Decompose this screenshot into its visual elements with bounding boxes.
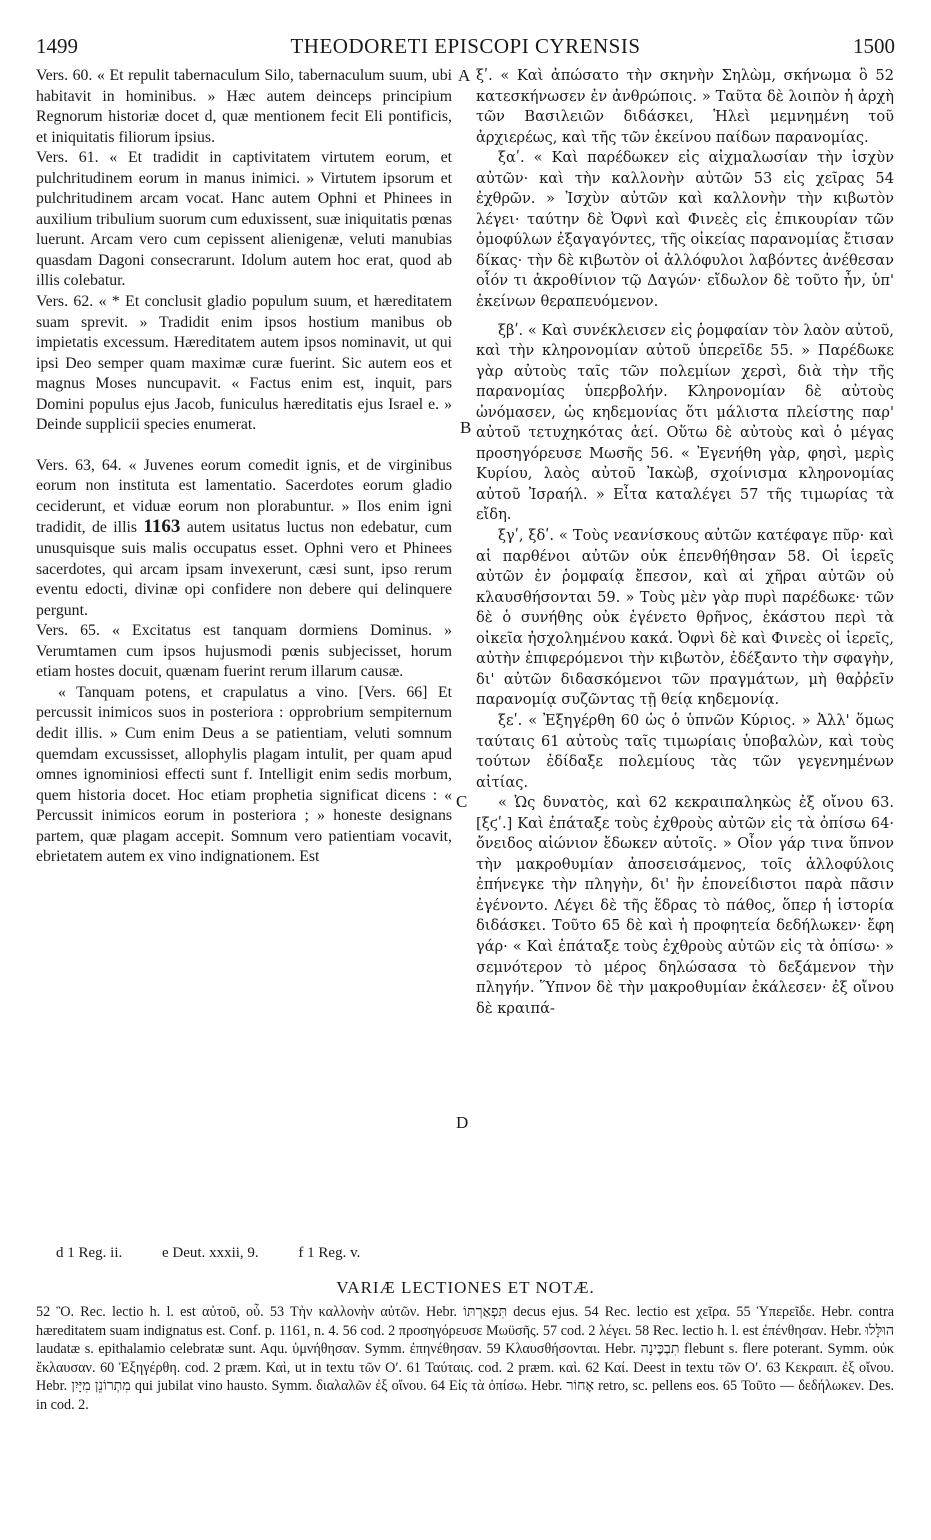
greek-column bbox=[476, 66, 894, 1019]
column-number: 1163 bbox=[143, 516, 181, 538]
running-title: THEODORETI EPISCOPI CYRENSIS bbox=[290, 34, 641, 58]
running-header bbox=[36, 34, 895, 64]
greek-verse-63-64: ξγʹ, ξδʹ. « Τοὺς νεανίσκους αὐτῶν κατέφαγε πῦρ· καὶ αἱ παρθένοι αὐτῶν οὐκ ἐπενθήθησαν 58. Οἱ ἱερεῖς αὐτῶν ἐν ῥομφαίᾳ ἔπεσον, καὶ αἱ χῆραι αὐτῶν οὐ κλαυσθήσονται 59. » Τοὺς μὲν γὰρ πυρὶ παρέδωκε· τῶν δὲ ὁ συνήθης οὐκ ἐγένετο θρῆνος, ἑκάστου περὶ τὰ οἰκεῖα ἠσχολημένου κακά. Ὀφνὶ δὲ καὶ Φινεὲς οἱ ἱερεῖς, αὐτὴν ἐπιφερόμενοι τὴν κιβωτὸν, ἐδέξαντο τὴν σφαγὴν, δι' αὐτῶν διδασκόμενοι τῶν πραγμάτων, μὴ θαῤῥεῖν παρανομίᾳ συζῶντας τῇ θείᾳ κηδεμονίᾳ. bbox=[476, 527, 894, 709]
latin-column bbox=[36, 66, 452, 868]
latin-verse-63-64-part2: autem usitatus luctus non edebatur, cum unusquisque suis malis occupatus esset. Ophni vero et Phinees sacerdotes, qui arcam ipsam invexerunt, cæsi sunt, ipso rerum eventu edocti, divinæ opi confidere non debere qui delinquere pergunt. bbox=[36, 519, 452, 619]
variae-lectiones-title: VARIÆ LECTIONES ET NOTÆ. bbox=[336, 1278, 595, 1297]
variae-lectiones-notes bbox=[36, 1303, 894, 1415]
latin-verse-62: Vers. 62. « * Et conclusit gladio populum suum, et hæreditatem suam sprevit. » Tradidit enim ipsos hostium manibus ob impietatis excessum. Hæreditatem autem ipsos nominavit, ut qui ipsi Deo semper quam maximæ curæ fuerint. Sic autem eos et magnus Moses nuncupavit. « Factus enim est, inquit, pars Domini populus ejus Jacob, funiculus hæreditatis ejus Israel e. » Deinde supplicii species enumerat. bbox=[36, 293, 452, 434]
greek-verse-62: ξβʹ. « Καὶ συνέκλεισεν εἰς ῥομφαίαν τὸν λαὸν αὐτοῦ, καὶ τὴν κληρονομίαν αὐτοῦ ὑπερεῖδε 55. » Παρέδωκε γὰρ αὐτοὺς ταῖς τῶν πολεμίων χερσὶ, διὰ τὴν τῆς παρανομίας ὑπερβολήν. Κληρονομίαν δὲ αὐτοὺς ὠνόμασεν, ὡς κηδεμονίας ὅτι μάλιστα πλείστης παρ' αὐτοῦ τετυχηκότας ἀεί. Οὕτω δὲ αὐτοὺς καὶ ὁ μέγας προσηγόρευσε Μωσῆς 56. « Ἐγενήθη γὰρ, φησὶ, μερὶς Κυρίου, λαὸς αὐτοῦ Ἰακὼβ, σχοίνισμα κληρονομίας αὐτοῦ Ἰσραήλ. » Εἶτα καταλέγει 57 τῆς τιμωρίας τὰ εἴδη. bbox=[476, 321, 894, 524]
page-number-left: 1499 bbox=[36, 34, 78, 58]
variae-lectiones-text: 52 Ὃ. Rec. lectio h. l. est αὐτοῦ, οὗ. 53 Τὴν καλλονὴν αὐτῶν. Hebr. תִּפְאַרְתּוֹ decus ejus. 54 Rec. lectio est χεῖρα. 55 Ὑπερεῖδε. Hebr. contra hæreditatem suam indignatus est. Conf. p. 1161, n. 4. 56 cod. 2 προσηγόρευσε Μωϋσῆς. 57 cod. 2 λέγει. 58 Rec. lectio h. l. est ἐπένθησαν. Hebr. הוּלָּלוּ laudatæ s. epithalamio celebratæ sunt. Aqu. ὑμνήθησαν. Symm. ἐπηνέθησαν. 59 Κλαυσθήσονται. Hebr. תִבְכֶּינָה flebunt s. flere poterant. Symm. οὐκ ἔκλαυσαν. 60 Ἐξηγέρθη. cod. 2 præm. Καὶ, ut in textu τῶν Οʹ. 61 Ταύταις. cod. 2 præm. καὶ. 62 Καί. Deest in textu τῶν Οʹ. 63 Κεκραιπ. ἐξ οἴνου. Hebr. מִתְרוֹנֵן מִיָּיִן qui jubilat vino hausto. Symm. διαλαλῶν ἐξ οἴνου. 64 Εἰς τὰ ὀπίσω. Hebr. אָחוֹר retro, sc. pellens eos. 65 Τοῦτο — δεδήλωκεν. Des. in cod. 2. bbox=[36, 1304, 895, 1413]
latin-verse-65: Vers. 65. « Excitatus est tanquam dormiens Dominus. » Verumtamen cum ipsos hujusmodi pœnis subjecisset, horum etiam hostes docuit, quænam fuerint rerum illarum causæ. bbox=[36, 622, 452, 681]
greek-verse-60: ξʹ. « Καὶ ἀπώσατο τὴν σκηνὴν Σηλὼμ, σκήνωμα ὃ 52 κατεσκήνωσεν ἐν ἀνθρώποις. » Ταῦτα δὲ λοιπὸν ἡ ἀρχὴ τῶν Βασιλειῶν διδάσκει, Ἡλεὶ μεμνημένη τοῦ ἀρχιερέως, καὶ τῆς τῶν ἐκείνου παίδων παρανομίας. bbox=[476, 67, 894, 146]
latin-verse-66: « Tanquam potens, et crapulatus a vino. [Vers. 66] Et percussit inimicos suos in posteriora : opprobrium sempiternum dedit illis. » Cum enim Deus a se patientiam, veluti somnum quemdam excussisset, allophylis plagam intulit, per quam apud omnes ignominiosi effecti sunt f. Intelligit enim sedis morbum, quem historia docet. Hoc etiam prophetia significat dicens : « Percussit inimicos eorum in posteriora ; » honeste designans partem, quæ plagam accepit. Somnum vero patientiam vocavit, ebrietatem autem ex vino indignationem. Est bbox=[36, 683, 452, 866]
footnote-f: f 1 Reg. v. bbox=[298, 1245, 361, 1261]
greek-verse-61: ξαʹ. « Καὶ παρέδωκεν εἰς αἰχμαλωσίαν τὴν ἰσχὺν αὐτῶν· καὶ τὴν καλλονὴν αὐτῶν 53 εἰς χεῖρας 54 ἐχθρῶν. » Ἰσχὺν αὐτῶν καὶ καλλονὴν τὴν κιβωτὸν λέγει· ταύτην δὲ Ὀφνὶ καὶ Φινεὲς εἰς ἐπικουρίαν τῶν ὁμοφύλων ἐξαγαγόντες, τῆς οἰκείας παρανομίας ἔτισαν δίκας· τὴν δὲ κιβωτὸν οἱ ἀλλόφυλοι λαβόντες ἀνέθεσαν οἷόν τι ἀκροθίνιον τῷ Δαγών· εἴδωλον δὲ τοῦτο ἦν, ὑπ' ἐκείνων θεραπευόμενον. bbox=[476, 149, 894, 311]
margin-letter-d: D bbox=[456, 1113, 469, 1132]
latin-verse-63-64 bbox=[36, 456, 452, 621]
latin-verse-63-64-part1: Vers. 63, 64. « Juvenes eorum comedit ignis, et de virginibus eorum non instituta est lamentatio. Sacerdotes eorum gladio ceciderunt, et viduæ eorum non plorabuntur. » Ilos enim igni tradidit, de illis bbox=[36, 456, 452, 537]
footnote-e: e Deut. xxxii, 9. bbox=[162, 1245, 259, 1261]
page-number-right: 1500 bbox=[853, 34, 895, 58]
latin-verse-61: Vers. 61. « Et tradidit in captivitatem virtutem eorum, et pulchritudinem eorum in manus inimici. » Virtutem ipsorum et pulchritudinem arcam vocat. Hanc autem Ophni et Phinees in auxilium tribulium suorum cum eduxissent, suæ iniquitatis pœnas luerunt. Arcam vero cum cepissent alienigenæ, veluti manubias quasdam Dagoni consecrarunt. Idolum autem hoc erat, quod ab illis colebatur. bbox=[36, 149, 452, 290]
margin-letter-b: B bbox=[460, 418, 472, 437]
greek-verse-66: « Ὡς δυνατὸς, καὶ 62 κεκραιπαληκὼς ἐξ οἴνου 63. [ξϛʹ.] Καὶ ἐπάταξε τοὺς ἐχθροὺς αὐτῶν εἰς τὰ ὀπίσω 64· ὄνειδος αἰώνιον ἔδωκεν αὐτοῖς. » Οἷον γάρ τινα ὕπνον τὴν μακροθυμίαν ἀποσεισάμενος, τοῖς ἀλλοφύλοις ἐπήνεγκε τὴν πληγὴν, δι' ἣν ἐπονείδιστοι παρὰ πᾶσιν ἐγένοντο. Λέγει δὲ τῆς ἕδρας τὸ πάθος, ὅπερ ἡ ἱστορία διδάσκει. Τοῦτο 65 δὲ καὶ ἡ προφητεία δεδήλωκεν· ἔφη γάρ· « Καὶ ἐπάταξε τοὺς ἐχθροὺς αὐτῶν εἰς τὰ ὀπίσω· » σεμνότερον τὸ μέρος δηλώσασα τὸ δεξάμενον τὴν πληγήν. Ὕπνον δὲ τὴν μακροθυμίαν ἐκάλεσεν· ἐξ οἴνου δὲ κραιπά- bbox=[476, 794, 894, 1017]
footnotes bbox=[56, 1245, 396, 1262]
latin-verse-60: Vers. 60. « Et repulit tabernaculum Silo, tabernaculum suum, ubi habitavit in hominibus. » Hæc autem deinceps principium Regnorum historiæ docet d, quæ mentionem fecit Eli pontificis, et iniquitatis filiorum ipsius. bbox=[36, 67, 452, 146]
margin-letter-a: A bbox=[458, 66, 471, 85]
greek-verse-65: ξεʹ. « Ἐξηγέρθη 60 ὡς ὁ ὑπνῶν Κύριος. » Ἀλλ' ὅμως ταύταις 61 αὐτοὺς ταῖς τιμωρίαις ὑποβαλὼν, καὶ τοὺς τούτων ἐδίδαξε πολεμίους τὰς τῶν γεγενημένων αἰτίας. bbox=[476, 711, 894, 791]
margin-letter-c: C bbox=[456, 792, 468, 811]
footnote-d: d 1 Reg. ii. bbox=[56, 1245, 123, 1261]
